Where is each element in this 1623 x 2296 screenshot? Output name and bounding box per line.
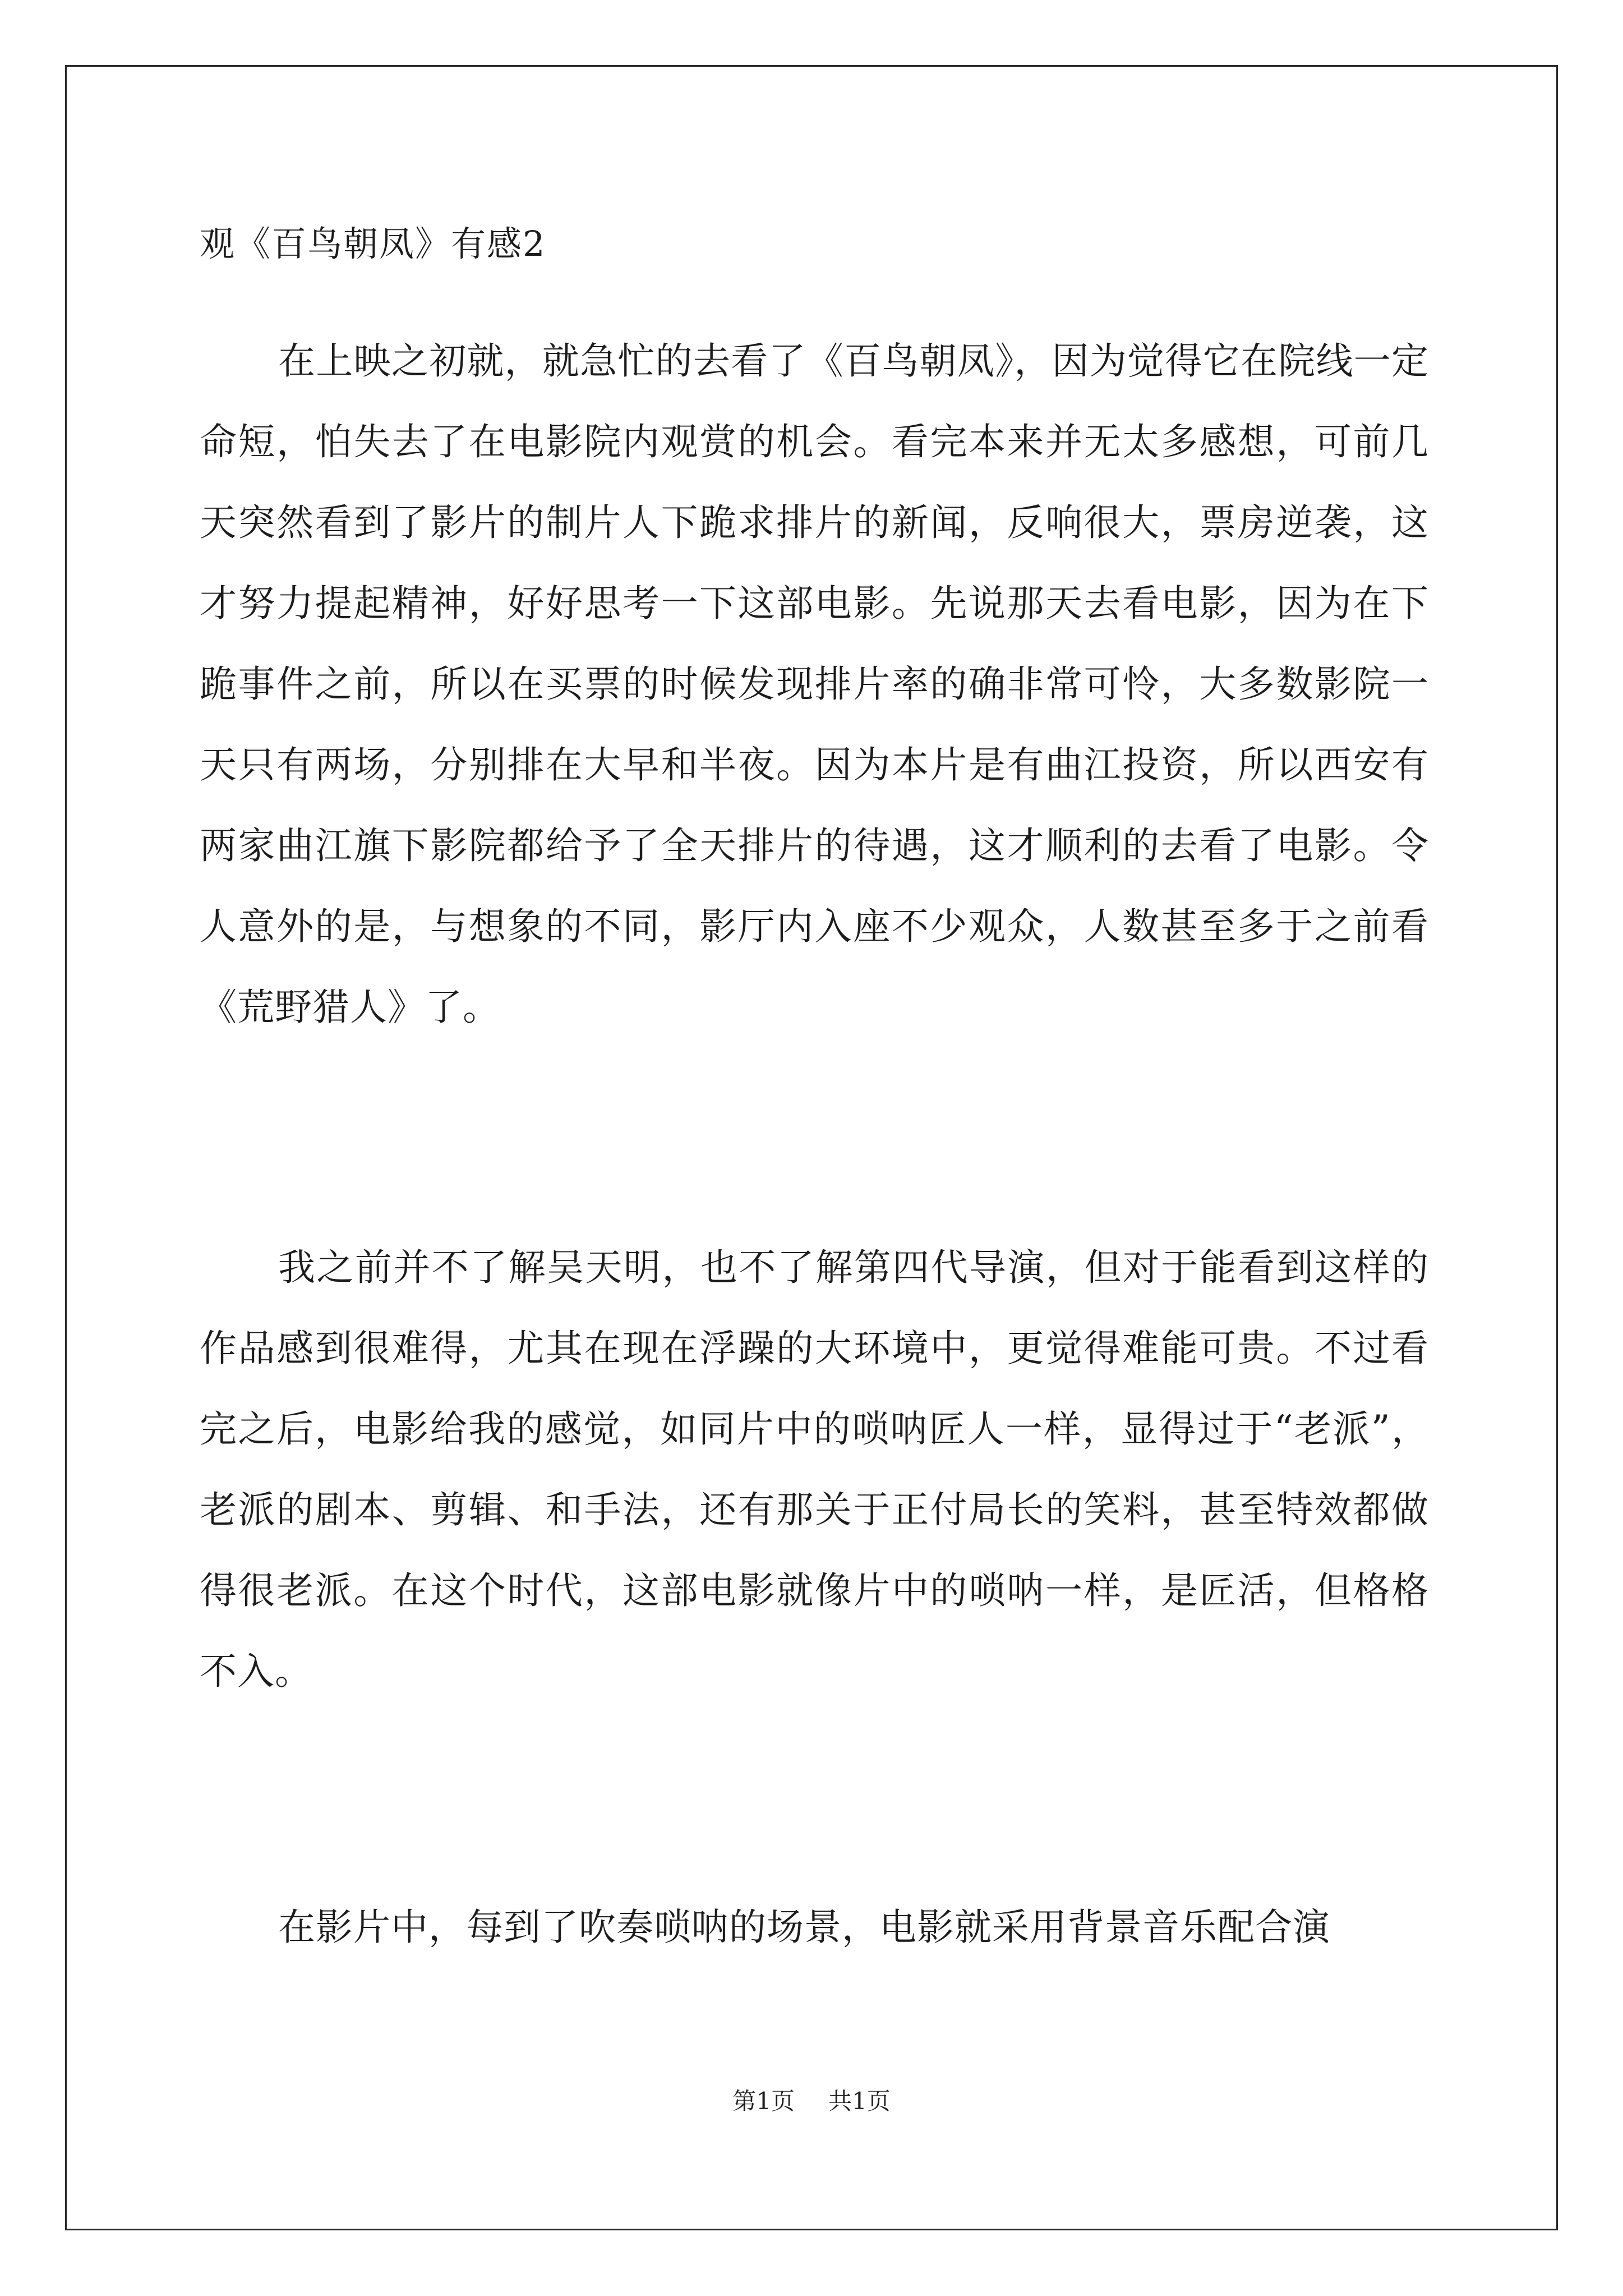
page-number-total: 共1页 bbox=[828, 2087, 891, 2115]
paragraph-1: 在上映之初就，就急忙的去看了《百鸟朝凤》，因为觉得它在院线一定命短，怕失去了在电影院内观赏的机会。看完本来并无太多感想，可前几天突然看到了影片的制片人下跪求排片的新闻，反响很大，票房逆袭，这才努力提起精神，好好思考一下这部电影。先说那天去看电影，因为在下跪事件之前，所以在买票的时候发现排片率的确非常可怜，大多数影院一天只有两场，分别排在大早和半夜。因为本片是有曲江投资，所以西安有两家曲江旗下影院都给予了全天排片的待遇，这才顺利的去看了电影。令人意外的是，与想象的不同，影厅内入座不少观众，人数甚至多于之前看《荒野猎人》了。 bbox=[200, 339, 1429, 1029]
document-title: 观《百鸟朝凤》有感2 bbox=[200, 223, 546, 264]
page-number-current: 第1页 bbox=[732, 2087, 795, 2115]
paragraph-3: 在影片中，每到了吹奏唢呐的场景，电影就采用背景音乐配合演 bbox=[278, 1906, 1330, 1949]
page-footer bbox=[0, 2085, 1623, 2118]
paragraph-2: 我之前并不了解吴天明，也不了解第四代导演，但对于能看到这样的作品感到很难得，尤其在现在浮躁的大环境中，更觉得难能可贵。不过看完之后，电影给我的感觉，如同片中的唢呐匠人一样，显得过于“老派”，老派的剧本、剪辑、和手法，还有那关于正付局长的笑料，甚至特效都做得很老派。在这个时代，这部电影就像片中的唢呐一样，是匠活，但格格不入。 bbox=[200, 1246, 1429, 1693]
